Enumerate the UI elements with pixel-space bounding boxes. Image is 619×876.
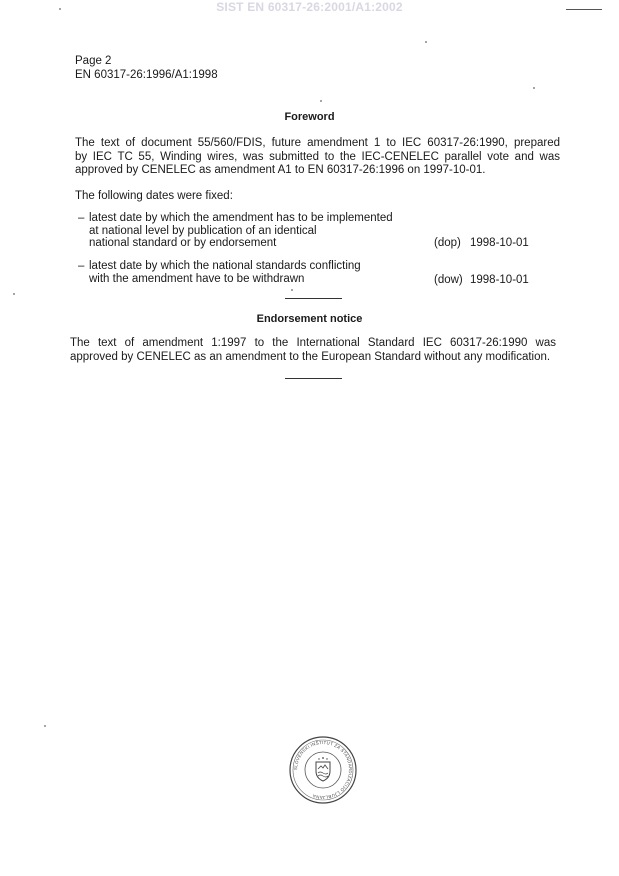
scan-speck <box>425 41 427 43</box>
institute-seal-icon <box>288 735 358 805</box>
endorsement-line-1: The text of amendment 1:1997 to the International Standard IEC 60317-26:1990 was <box>70 337 556 349</box>
end-divider <box>285 378 342 379</box>
endorsement-paragraph <box>70 337 556 364</box>
scan-speck <box>13 293 15 295</box>
top-right-rule <box>566 9 602 10</box>
scan-speck <box>533 87 535 89</box>
date-item-dow-line-1: latest date by which the national standards conflicting <box>89 260 361 272</box>
list-dash: – <box>78 212 85 224</box>
scan-speck <box>44 725 46 727</box>
foreword-paragraph <box>75 137 560 178</box>
section-divider <box>285 298 342 299</box>
foreword-line-3: approved by CENELEC as amendment A1 to EN 60317-26:1996 on 1997-10-01. <box>75 164 486 176</box>
scan-speck <box>291 289 293 291</box>
dates-intro-text: The following dates were fixed: <box>75 190 233 202</box>
dow-code: (dow) <box>434 274 463 286</box>
seal-ring-text: SLOVENSKI INŠTITUT ZA STANDARDIZACIJO LJUBLJANA <box>292 739 354 801</box>
dop-code: (dop) <box>434 237 461 249</box>
document-watermark: SIST EN 60317-26:2001/A1:2002 <box>216 0 403 14</box>
page-number: Page 2 <box>75 55 112 67</box>
date-item-dop-line-1: latest date by which the amendment has to be implemented <box>89 212 393 224</box>
dates-intro <box>75 190 375 204</box>
document-reference: EN 60317-26:1996/A1:1998 <box>75 69 218 81</box>
page-header <box>75 54 218 82</box>
foreword-line-2: by IEC TC 55, Winding wires, was submitted to the IEC-CENELEC parallel vote and was <box>75 150 560 163</box>
dop-date: 1998-10-01 <box>470 237 529 249</box>
foreword-line-1: The text of document 55/560/FDIS, future amendment 1 to IEC 60317-26:1990, prepared <box>75 137 560 149</box>
foreword-heading: Foreword <box>284 111 335 123</box>
scan-speck <box>320 100 322 102</box>
date-item-dow-line-2: with the amendment have to be withdrawn <box>89 272 305 285</box>
endorsement-line-2: approved by CENELEC as an amendment to the European Standard without any modification. <box>70 350 551 363</box>
endorsement-heading: Endorsement notice <box>256 313 363 325</box>
date-item-dop-line-2: at national level by publication of an identical <box>89 224 317 237</box>
dow-date: 1998-10-01 <box>470 274 529 286</box>
scan-speck <box>59 8 61 10</box>
date-item-dop-line-3: national standard or by endorsement <box>89 237 277 249</box>
list-dash: – <box>78 260 85 272</box>
